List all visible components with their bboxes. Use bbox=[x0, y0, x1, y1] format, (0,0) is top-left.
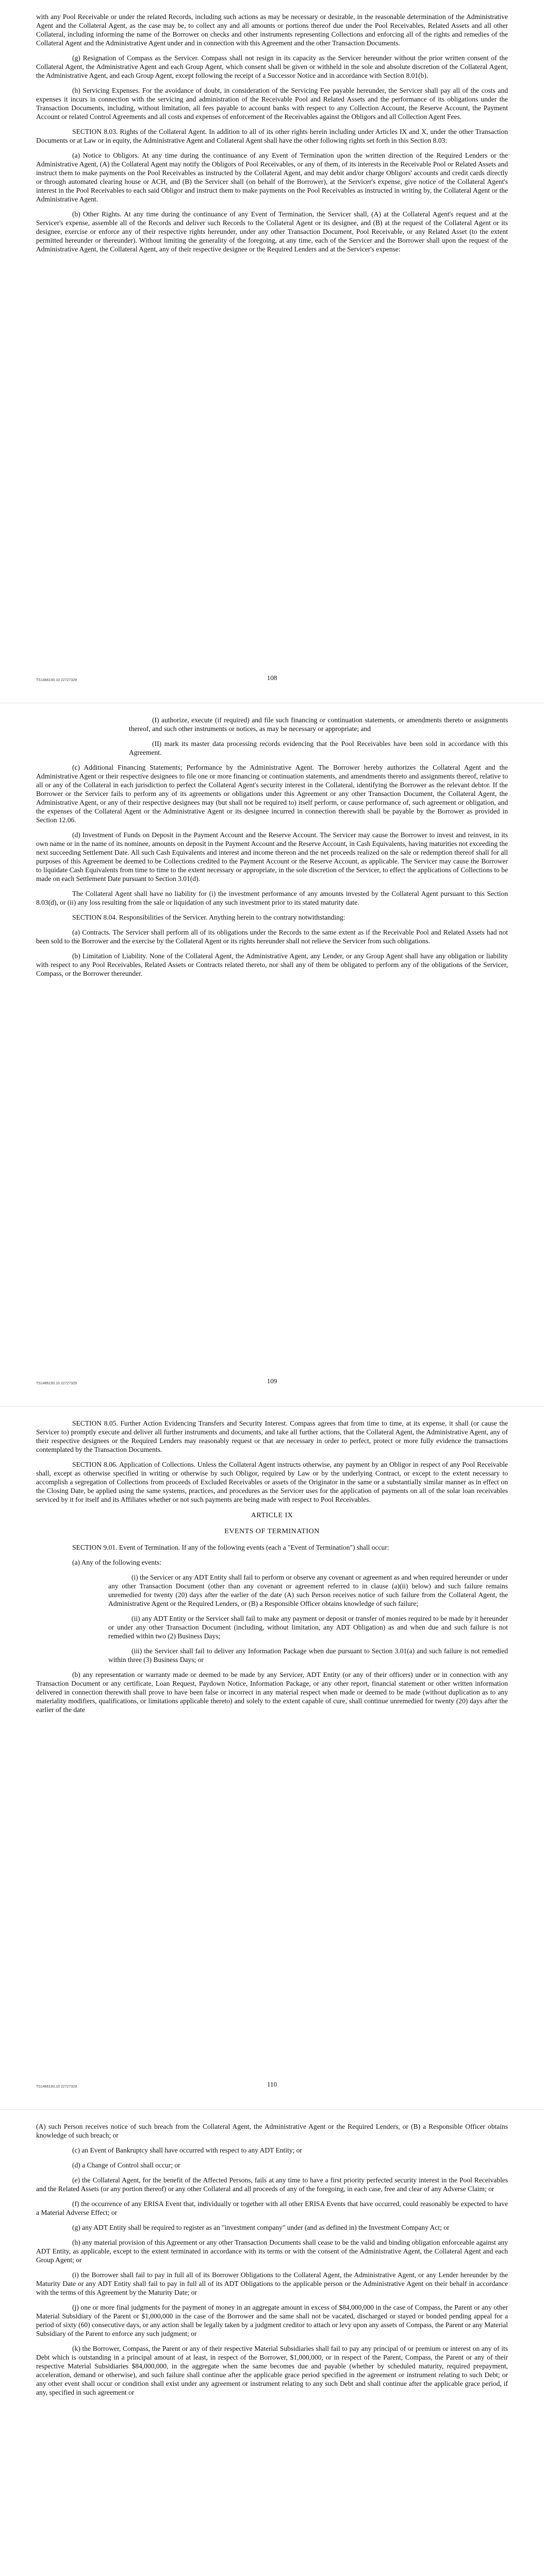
paragraph: (g) any ADT Entity shall be required to register as an "investment company" under (and as defined in) the Investment Company Act; or bbox=[72, 2224, 450, 2231]
page-111 bbox=[0, 2110, 544, 2576]
page-109 bbox=[0, 703, 544, 1406]
page-108 bbox=[0, 0, 544, 703]
article-title: EVENTS OF TERMINATION bbox=[224, 1528, 320, 1535]
paragraph: (e) the Collateral Agent, for the benefit of the Affected Persons, fails at any time to have a first priority perfected security interest in the Pool Receivables and the Related Assets (or any portion thereof) or any other Collateral and all proceeds of any of the foregoing, in each case, free and clear of any Adverse Claim; or bbox=[36, 2176, 508, 2193]
paragraph: (a) Notice to Obligors. At any time during the continuance of any Event of Termination upon the written direction of the Required Lenders or the Administrative Agent, (A) the Collateral Agent may notify the Obligors of Pool Receivables, or any of them, of its interests in the Receivable Pool or Related Assets and instruct them to make payments on the Pool Receivables as instructed by the Collateral Agent, and may debit and/or charge Obligors' accounts and credit cards directly or through automated clearing house or ACH, and (B) the Servicer shall (on behalf of the Borrower), at the Servicer's expense, give notice of the Collateral Agent's interest in the Pool Receivables to each said Obligor and instruct them to make payments on the Pool Receivables as instructed in writing by, the Collateral Agent or the Administrative Agent. bbox=[36, 151, 508, 203]
paragraph: (b) Other Rights. At any time during the continuance of any Event of Termination, the Servicer shall, (A) at the Collateral Agent's request and at the Servicer's expense, assemble all of the Records and deliver such Records to the Collateral Agent or its designee, and (B) at the request of the Collateral Agent or its designee, exercise or enforce any of their respective rights hereunder, under any other Transaction Document, Pool Receivable, or any Related Asset (to the extent permitted hereunder or thereunder). Without limiting the generality of the foregoing, at any time, each of the Servicer and the Borrower shall upon the request of the Administrative Agent, the Collateral Agent, any of their respective designee or the Required Lenders and at the Servicer's expense: bbox=[36, 210, 508, 253]
paragraph: SECTION 8.04. Responsibilities of the Servicer. Anything herein to the contrary notwithstanding: bbox=[72, 913, 345, 921]
paragraph: (g) Resignation of Compass as the Servicer. Compass shall not resign in its capacity as the Servicer hereunder without the prior written consent of the Collateral Agent, the Administrative Agent and each Group Agent, which consent shall be given or withheld in the sole and absolute discretion of the Collateral Agent, the Administrative Agent, and each Group Agent, except following the receipt of a Successor Notice and in accordance with Section 8.01(b). bbox=[36, 54, 508, 79]
document-id: TS1486193.10 22727329 bbox=[36, 679, 77, 682]
document-id: TS1486193.10 22727329 bbox=[36, 2085, 77, 2089]
paragraph: (b) Limitation of Liability. None of the Collateral Agent, the Administrative Agent, any Lender, or any Group Agent shall have any obligation or liability with respect to any Pool Receivables, Related Assets or Contracts related thereto, nor shall any of them be obligated to perform any of the obligations of the Servicer, Compass, or the Borrower thereunder. bbox=[36, 952, 508, 977]
page-number: 108 bbox=[267, 674, 277, 682]
page-footer bbox=[36, 1373, 508, 1385]
paragraph: SECTION 8.06. Application of Collections. Unless the Collateral Agent instructs otherwise, any payment by an Obligor in respect of any Pool Receivable shall, except as otherwise specified in writing or otherwise by such Obligor, required by Law or by the underlying Contract, or except to the extent necessary to accomplish a segregation of Collections from proceeds of Excluded Receivables or assets of the Originator in the same or a substantially similar manner as in effect on the Closing Date, be applied using the same systems, practices, and procedures as the Servicer uses for the application of payments on all of the solar loan receivables serviced by it for itself and its Affiliates whether or not such payments are being made with respect to Pool Receivables. bbox=[36, 1461, 508, 1503]
paragraph: (A) such Person receives notice of such breach from the Collateral Agent, the Administrative Agent or the Required Lenders, or (B) a Responsible Officer obtains knowledge of such breach; or bbox=[36, 2123, 508, 2139]
document-id: TS1486193.10 22727329 bbox=[36, 1382, 77, 1385]
paragraph: (i) the Borrower shall fail to pay in full all of its Borrower Obligations to the Collateral Agent, the Administrative Agent, or any Lender hereunder by the Maturity Date or any ADT Entity shall fail to pay in full all of its ADT Obligations to the applicable person or the Administrative Agent on their behalf in accordance with the terms of this Agreement by the Maturity Date; or bbox=[36, 2271, 508, 2296]
paragraph: (c) an Event of Bankruptcy shall have occurred with respect to any ADT Entity; or bbox=[72, 2146, 302, 2154]
paragraph: (a) Contracts. The Servicer shall perform all of its obligations under the Records to the same extent as if the Receivable Pool and Related Assets had not been sold to the Borrower and the exercise by the Collateral Agent or its rights hereunder shall not relieve the Servicer from such obligations. bbox=[36, 928, 508, 945]
paragraph: SECTION 9.01. Event of Termination. If any of the following events (each a "Event of Termination") shall occur: bbox=[72, 1544, 389, 1551]
paragraph: (i) the Servicer or any ADT Entity shall fail to perform or observe any covenant or agreement as and when required hereunder or under any other Transaction Document (other than any covenant or agreement referred to in clause (a)(ii) below) and such failure remains unremedied for twenty (20) days after the earlier of the date (A) such Person receives notice of such failure from the Collateral Agent, the Administrative Agent or the Required Lenders, or (B) a Responsible Officer obtains knowledge of such failure; bbox=[108, 1573, 508, 1607]
paragraph: (b) any representation or warranty made or deemed to be made by any Servicer, ADT Entity (or any of their officers) under or in connection with any Transaction Document or any certificate, Loan Request, Paydown Notice, Information Package, or any other report, financial statement or other written information delivered in connection therewith shall prove to have been false or incorrect in any material respect when made or deemed to be made (without duplication as to any materiality modifiers, qualifications, or limitations applicable thereto) and solely to the extent capable of cure, shall continue unremedied for twenty (20) days after the earlier of the date bbox=[36, 1671, 508, 1714]
article-heading: ARTICLE IX bbox=[251, 1512, 293, 1519]
page-footer bbox=[36, 670, 508, 682]
paragraph: (h) any material provision of this Agreement or any other Transaction Documents shall cease to be the valid and binding obligation enforceable against any ADT Entity, as applicable, except to the extent terminated in accordance with its terms or with the consent of the Administrative Agent, the Collateral Agent and each Group Agent; or bbox=[36, 2239, 508, 2264]
paragraph: (ii) any ADT Entity or the Servicer shall fail to make any payment or deposit or transfer of monies required to be made by it hereunder or under any other Transaction Document (including, without limitation, any ADT Obligation) as and when due and such failure is not remedied within two (2) Business Days; bbox=[108, 1615, 508, 1640]
paragraph: SECTION 8.03. Rights of the Collateral Agent. In addition to all of its other rights herein including under Articles IX and X, under the other Transaction Documents or at Law or in equity, the Administrative Agent and Collateral Agent shall have the other following rights set forth in this Section 8.03: bbox=[36, 128, 508, 144]
paragraph: (c) Additional Financing Statements; Performance by the Administrative Agent. The Borrower hereby authorizes the Collateral Agent and the Administrative Agent or their respective designees to file one or more financing or continuation statements, and amendments thereto and assignments thereof, relative to all or any of the Collateral in each jurisdiction to perfect the Collateral Agent's security interest in the Collateral, identifying the Borrower as the relevant debtor. If the Borrower or the Servicer fails to perform any of its agreements or obligations under this Agreement or any other Transaction Document, the Collateral Agent, the Administrative Agent, or any of their respective designees may (but shall not be required to) itself perform, or cause performance of, such agreement or obligation, and the expenses of the Collateral Agent or the Administrative Agent or its designee incurred in connection therewith shall be payable by the Borrower as provided in Section 12.06. bbox=[36, 764, 508, 824]
paragraph: (h) Servicing Expenses. For the avoidance of doubt, in consideration of the Servicing Fee payable hereunder, the Servicer shall pay all of the costs and expenses it incurs in connection with the servicing and administration of the Receivable Pool and Related Assets and the performance of its obligations under the Transaction Documents, including, without limitation, all fees payable to account banks with respect to any Collection Account, the Reserve Account, the Payment Account or related Control Agreements and all costs and expenses of enforcement of the Receivables against the Obligors and all Collection Agent Fees. bbox=[36, 87, 508, 121]
paragraph: (d) Investment of Funds on Deposit in the Payment Account and the Reserve Account. The Servicer may cause the Borrower to invest and reinvest, in its own name or in the name of its nominee, amounts on deposit in the Payment Account and the Reserve Account, in Cash Equivalents, having maturities not exceeding the next succeeding Settlement Date. All such Cash Equivalents and interest and income thereon and the net proceeds realized on the sale or redemption thereof shall for all purposes of this Agreement be deemed to be Collections credited to the Payment Account or the Reserve Account, as applicable. The Servicer may cause the Borrower to liquidate Cash Equivalents from time to time to the extent necessary or appropriate, in the sole discretion of the Servicer, to effect the applications of Collections to be made on each Settlement Date pursuant to Section 3.01(d). bbox=[36, 831, 508, 883]
paragraph: (iii) the Servicer shall fail to deliver any Information Package when due pursuant to Section 3.01(a) and such failure is not remedied within three (3) Business Days; or bbox=[108, 1647, 508, 1664]
paragraph: (k) the Borrower, Compass, the Parent or any of their respective Material Subsidiaries shall fail to pay any principal of or premium or interest on any of its Debt which is outstanding in a principal amount of at least, in respect of the Borrower, $1,000,000, or in respect of the Parent, Compass, the Parent or any of their respective Material Subsidiaries $84,000,000, in the aggregate when the same becomes due and payable (whether by scheduled maturity, required prepayment, acceleration, demand or otherwise), and such failure shall continue after the applicable grace period specified in the agreement or instrument relating to such Debt; or any other event shall occur or condition shall exist under any agreement or instrument relating to any such Debt and shall continue after the applicable grace period, if any, specified in such agreement or bbox=[36, 2345, 508, 2396]
paragraph: (f) the occurrence of any ERISA Event that, individually or together with all other ERISA Events that have occurred, could reasonably be expected to have a Material Adverse Effect; or bbox=[36, 2200, 508, 2216]
page-number: 109 bbox=[267, 1377, 277, 1385]
paragraph: SECTION 8.05. Further Action Evidencing Transfers and Security Interest. Compass agrees that from time to time, at its expense, it shall (or cause the Servicer to) promptly execute and deliver all further instruments and documents, and take all further actions, that the Collateral Agent, the Administrative Agent, any of their respective designees or the Required Lenders may reasonably request or that are necessary in order to perfect, protect or more fully evidence the transactions contemplated by the Transaction Documents. bbox=[36, 1419, 508, 1453]
paragraph: (j) one or more final judgments for the payment of money in an aggregate amount in excess of $84,000,000 in the case of Compass, the Parent or any other Material Subsidiary of the Parent or $1,000,000 in the case of the Borrower and the same shall not be vacated, discharged or stayed or bonded pending appeal for a period of sixty (60) consecutive days, or any action shall be legally taken by a judgment creditor to attach or levy upon any assets of Compass, the Parent or any Material Subsidiary of the Parent to enforce any such judgment; or bbox=[36, 2303, 508, 2337]
page-110 bbox=[0, 1406, 544, 2110]
paragraph: with any Pool Receivable or under the related Records, including such actions as may be necessary or desirable, in the reasonable determination of the Administrative Agent and the Collateral Agent, as the case may be, to collect any and all amounts or portions thereof due under the Pool Receivables, Related Assets and all other Collateral, including informing the name of the Borrower on checks and other instruments representing Collections and enforcing all of the rights and remedies of the Collateral Agent and the Administrative Agent under and in connection with this Agreement and the other Transaction Documents. bbox=[36, 13, 508, 47]
paragraph: (II) mark its master data processing records evidencing that the Pool Receivables have been sold in accordance with this Agreement. bbox=[129, 740, 508, 756]
paragraph: (d) a Change of Control shall occur; or bbox=[72, 2161, 180, 2169]
paragraph: (I) authorize, execute (if required) and file such financing or continuation statements, or amendments thereto or assignments thereof, and such other instruments or notices, as may be necessary or appropriate; and bbox=[129, 716, 508, 733]
page-footer bbox=[36, 2076, 508, 2089]
paragraph: (a) Any of the following events: bbox=[72, 1558, 161, 1566]
page-number: 110 bbox=[267, 2080, 277, 2088]
paragraph: The Collateral Agent shall have no liability for (i) the investment performance of any amounts invested by the Collateral Agent pursuant to this Section 8.03(d), or (ii) any loss resulting from the sale or liquidation of any such investment prior to its stated maturity date. bbox=[36, 890, 508, 906]
